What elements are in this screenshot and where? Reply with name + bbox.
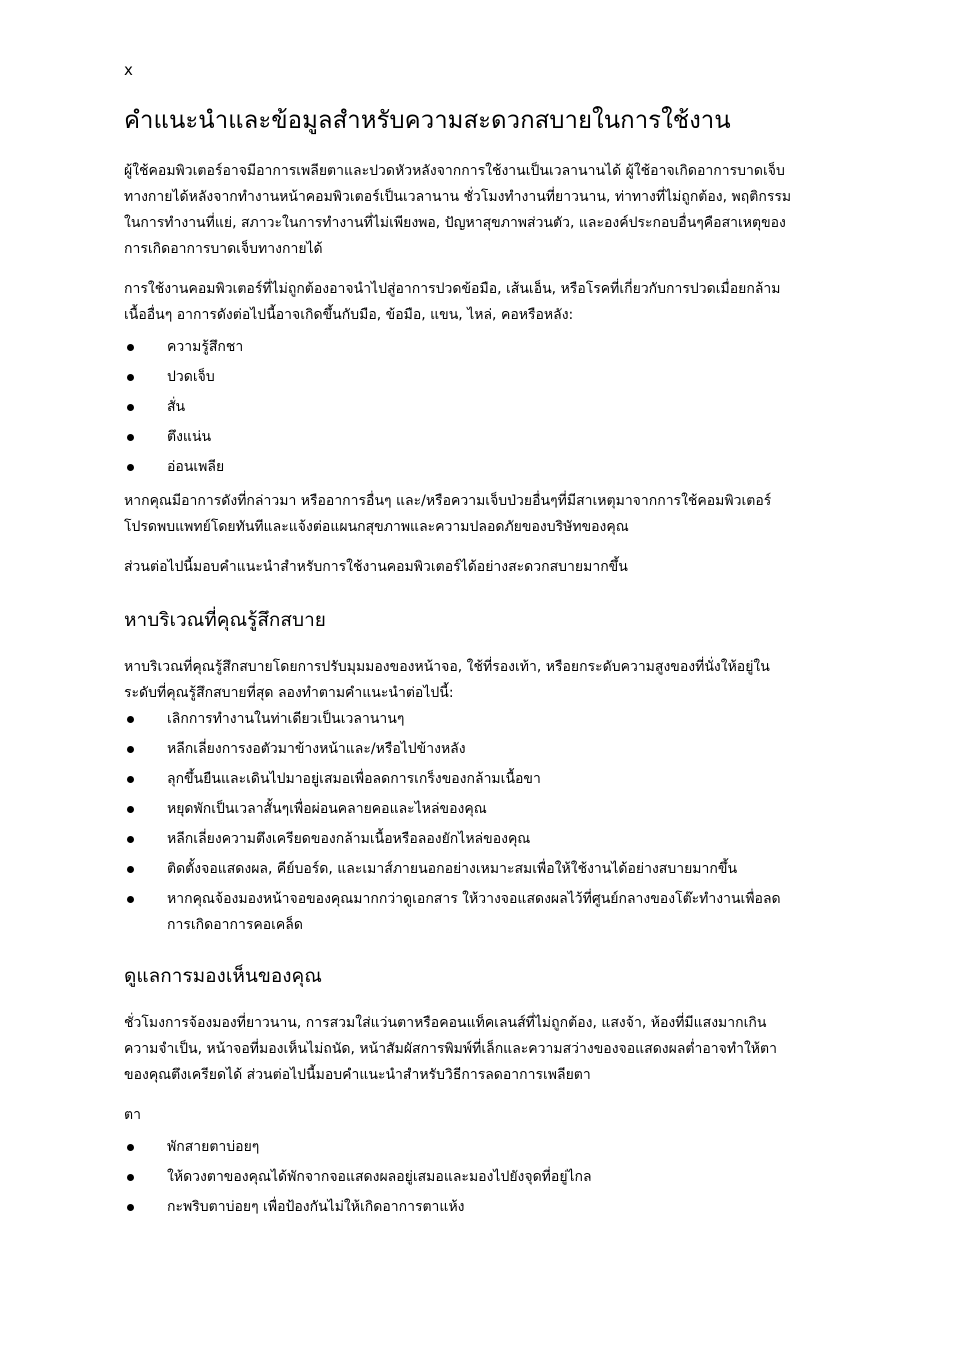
intro-paragraph-3: หากคุณมีอาการดังที่กล่าวมา หรืออาการอื่นๆ และ/หรือความเจ็บป่วยอื่นๆที่มีสาเหตุมาจากการใช้คอมพิวเตอร์ โปรดพบแพทย์โดยทันทีและแจ้งต่อแผนกสุขภาพและความปลอดภัยของบริษัทของคุณ — [124, 493, 772, 535]
list-item-text: ให้ดวงตาของคุณได้พักจากจอแสดงผลอยู่เสมอและมองไปยังจุดที่อยู่ไกล — [167, 1169, 592, 1185]
page-title: คำแนะนำและข้อมูลสำหรับความสะดวกสบายในการใช้งาน — [124, 106, 731, 134]
list-item — [124, 886, 796, 938]
eyes-subheading: ตา — [124, 1107, 141, 1123]
list-item-text: หากคุณจ้องมองหน้าจอของคุณมากกว่าดูเอกสาร ให้วางจอแสดงผลไว้ที่ศูนย์กลางของโต๊ะทำงานเพื่อลดการเกิดอาการคอเคล็ด — [167, 891, 781, 933]
list-item — [124, 364, 796, 390]
bullet-icon — [127, 404, 134, 411]
bullet-icon — [127, 374, 134, 381]
bullet-icon — [127, 716, 134, 723]
list-item-text: ติดตั้งจอแสดงผล, คีย์บอร์ด, และเมาส์ภายนอกอย่างเหมาะสมเพื่อให้ใช้งานได้อย่างสบายมากขึ้น — [167, 861, 738, 877]
list-item-text: อ่อนเพลีย — [167, 459, 225, 475]
list-item — [124, 766, 796, 792]
page-number: x — [124, 61, 133, 79]
bullet-icon — [127, 1204, 134, 1211]
bullet-icon — [127, 866, 134, 873]
bullet-icon — [127, 1144, 134, 1151]
intro-paragraph-4: ส่วนต่อไปนี้มอบคำแนะนำสำหรับการใช้งานคอมพิวเตอร์ได้อย่างสะดวกสบายมากขึ้น — [124, 559, 628, 575]
bullet-icon — [127, 836, 134, 843]
symptoms-list — [124, 334, 796, 480]
list-item — [124, 826, 796, 852]
list-item — [124, 1134, 796, 1160]
list-item-text: ลุกขึ้นยืนและเดินไปมาอยู่เสมอเพื่อลดการเกร็งของกล้ามเนื้อขา — [167, 771, 541, 787]
list-item — [124, 1194, 796, 1220]
bullet-icon — [127, 776, 134, 783]
comfort-zone-paragraph: หาบริเวณที่คุณรู้สึกสบายโดยการปรับมุมมองของหน้าจอ, ใช้ที่รองเท้า, หรือยกระดับความสูงของที่นั่งให้อยู่ในระดับที่คุณรู้สึกสบายที่สุด ลองทำตามคำแนะนำต่อไปนี้: — [124, 659, 770, 701]
list-item — [124, 1164, 796, 1190]
list-item-text: ปวดเจ็บ — [167, 369, 215, 385]
bullet-icon — [127, 344, 134, 351]
list-item — [124, 394, 796, 420]
bullet-icon — [127, 896, 134, 903]
list-item-text: กะพริบตาบ่อยๆ เพื่อป้องกันไม่ให้เกิดอาการตาแห้ง — [167, 1199, 465, 1215]
section-heading-comfort-zone: หาบริเวณที่คุณรู้สึกสบาย — [124, 609, 326, 631]
list-item-text: ความรู้สึกชา — [167, 339, 244, 355]
list-item-text: สั่น — [167, 399, 186, 415]
list-item-text: หยุดพักเป็นเวลาสั้นๆเพื่อผ่อนคลายคอและไหล่ของคุณ — [167, 801, 487, 817]
section-heading-vision: ดูแลการมองเห็นของคุณ — [124, 965, 322, 987]
list-item — [124, 334, 796, 360]
list-item — [124, 706, 796, 732]
list-item-text: ตึงแน่น — [167, 429, 212, 445]
list-item-text: หลีกเลี่ยงความตึงเครียดของกล้ามเนื้อหรือลองยักไหล่ของคุณ — [167, 831, 531, 847]
page-content — [124, 100, 796, 1224]
list-item — [124, 796, 796, 822]
eye-care-list — [124, 1134, 796, 1220]
bullet-icon — [127, 806, 134, 813]
list-item-text: เลิกการทำงานในท่าเดียวเป็นเวลานานๆ — [167, 711, 405, 727]
bullet-icon — [127, 434, 134, 441]
list-item — [124, 856, 796, 882]
list-item-text: หลีกเลี่ยงการงอตัวมาข้างหน้าและ/หรือไปข้างหลัง — [167, 741, 466, 757]
vision-paragraph: ชั่วโมงการจ้องมองที่ยาวนาน, การสวมใส่แว่นตาหรือคอนแท็คเลนส์ที่ไม่ถูกต้อง, แสงจ้า, ห้องที่มีแสงมากเกินความจำเป็น, หน้าจอที่มองเห็นไม่ถนัด, หน้าสัมผัสการพิมพ์ที่เล็กและความสว่างของจอแสดงผลต่ำอาจทำให้ตาของคุณตึงเครียดได้ ส่วนต่อไปนี้มอบคำแนะนำสำหรับวิธีการลดอาการเพลียตา — [124, 1015, 777, 1083]
list-item — [124, 736, 796, 762]
list-item-text: พักสายตาบ่อยๆ — [167, 1139, 260, 1155]
list-item — [124, 454, 796, 480]
intro-paragraph-2: การใช้งานคอมพิวเตอร์ที่ไม่ถูกต้องอาจนำไปสู่อาการปวดข้อมือ, เส้นเอ็น, หรือโรคที่เกี่ยวกับการปวดเมื่อยกล้ามเนื้ออื่นๆ อาการดังต่อไปนี้อาจเกิดขึ้นกับมือ, ข้อมือ, แขน, ไหล่, คอหรือหลัง: — [124, 281, 781, 323]
bullet-icon — [127, 746, 134, 753]
intro-paragraph-1: ผู้ใช้คอมพิวเตอร์อาจมีอาการเพลียตาและปวดหัวหลังจากการใช้งานเป็นเวลานานได้ ผู้ใช้อาจเกิดอาการบาดเจ็บทางกายได้หลังจากทำงานหน้าคอมพิวเตอร์เป็นเวลานาน ชั่วโมงทำงานที่ยาวนาน, ท่าทางที่ไม่ถูกต้อง, พฤติกรรมในการทำงานที่แย่, สภาวะในการทำงานที่ไม่เพียงพอ, ปัญหาสุขภาพส่วนตัว, และองค์ประกอบอื่นๆคือสาเหตุของการเกิดอาการบาดเจ็บทางกายได้ — [124, 163, 792, 257]
comfort-tips-list — [124, 706, 796, 938]
list-item — [124, 424, 796, 450]
bullet-icon — [127, 464, 134, 471]
bullet-icon — [127, 1174, 134, 1181]
